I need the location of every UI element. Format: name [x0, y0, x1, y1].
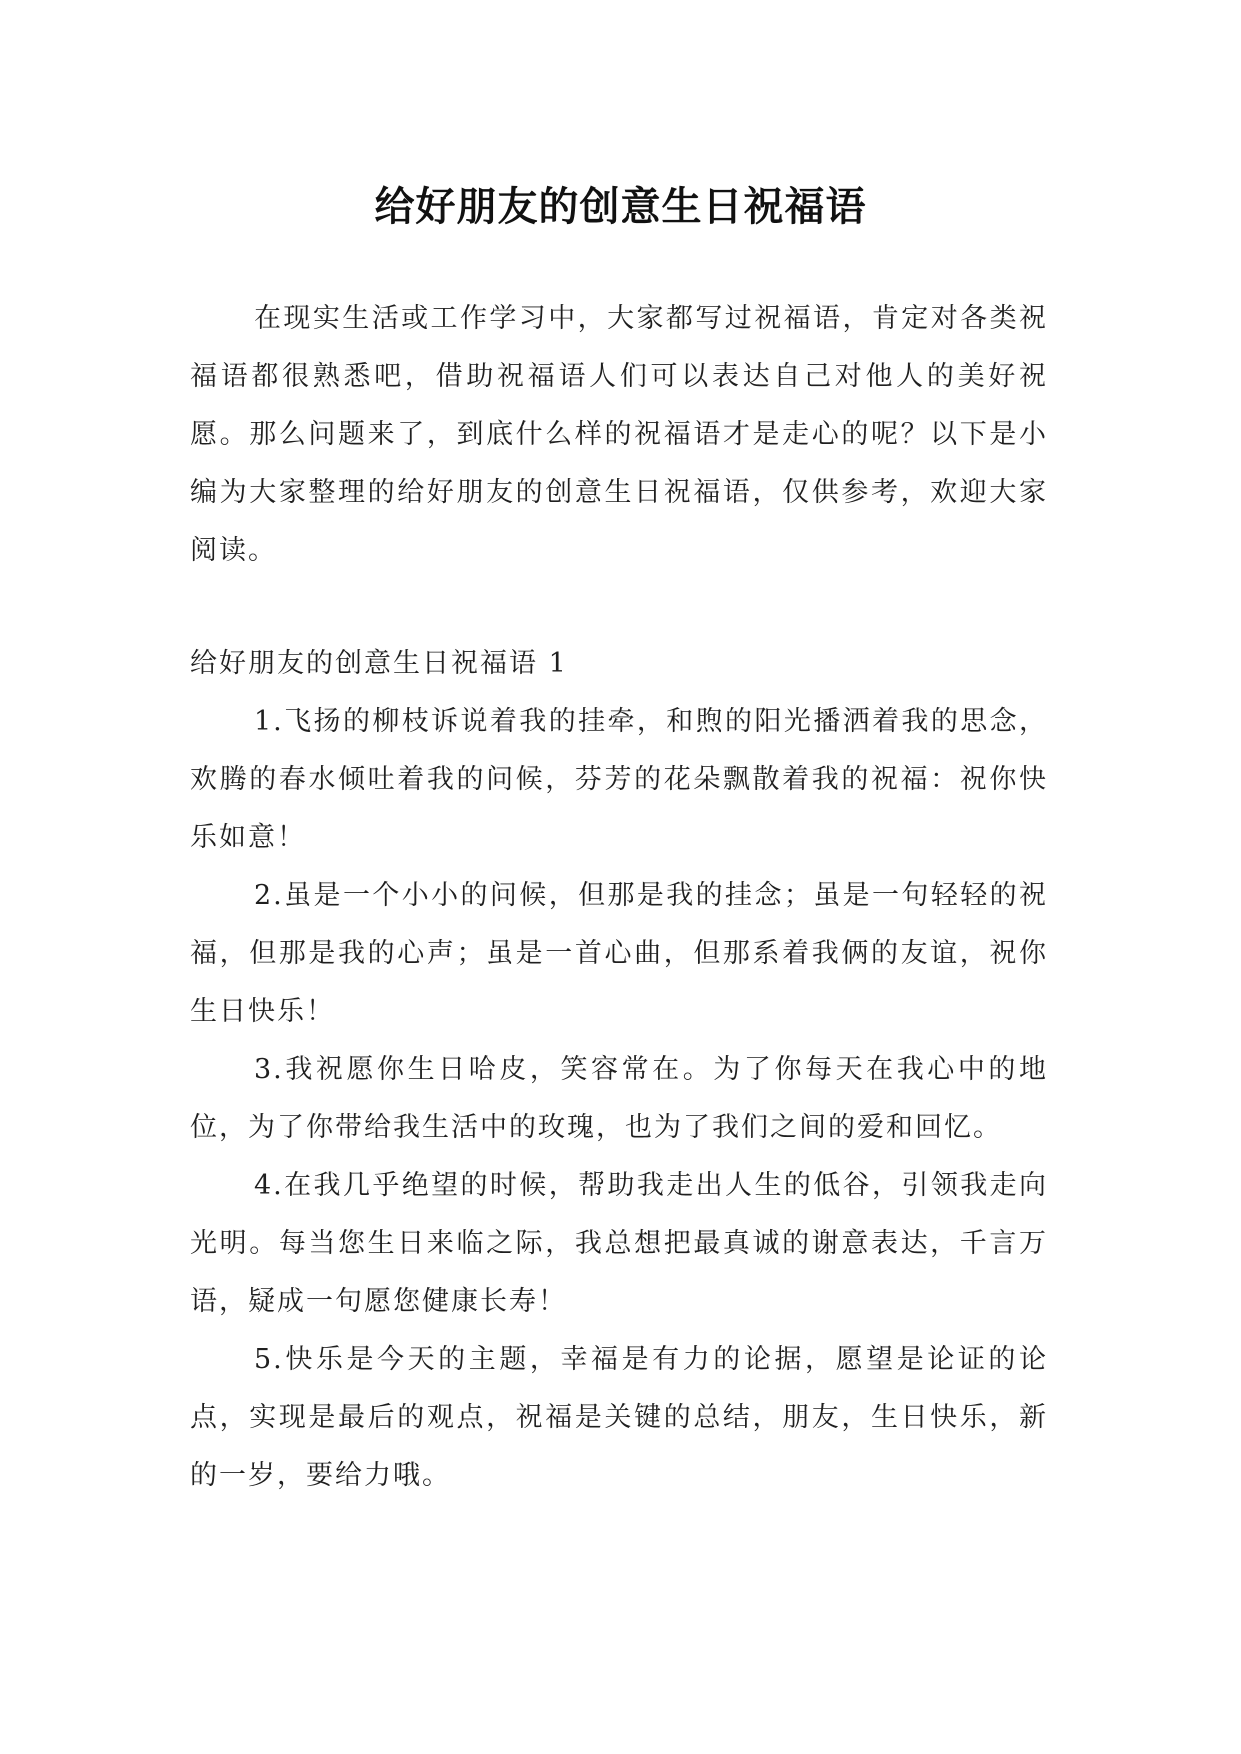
intro-paragraph: 在现实生活或工作学习中，大家都写过祝福语，肯定对各类祝福语都很熟悉吧，借助祝福语人们可以表达自己对他人的美好祝愿。那么问题来了，到底什么样的祝福语才是走心的呢？以下是小编为大家整理的给好朋友的创意生日祝福语，仅供参考，欢迎大家阅读。 [190, 303, 1048, 566]
blessing-item-3: 3.我祝愿你生日哈皮，笑容常在。为了你每天在我心中的地位，为了你带给我生活中的玫瑰，也为了我们之间的爱和回忆。 [190, 1054, 1048, 1143]
section-heading: 给好朋友的创意生日祝福语 1 [190, 648, 568, 679]
blessing-item-2: 2.虽是一个小小的问候，但那是我的挂念；虽是一句轻轻的祝福，但那是我的心声；虽是一首心曲，但那系着我俩的友谊，祝你生日快乐！ [190, 880, 1048, 1027]
blessing-list [190, 693, 1048, 1505]
blessing-item-5: 5.快乐是今天的主题，幸福是有力的论据，愿望是论证的论点，实现是最后的观点，祝福是关键的总结，朋友，生日快乐，新的一岁，要给力哦。 [190, 1344, 1048, 1491]
blessing-item-4: 4.在我几乎绝望的时候，帮助我走出人生的低谷，引领我走向光明。每当您生日来临之际，我总想把最真诚的谢意表达，千言万语，疑成一句愿您健康长寿！ [190, 1170, 1048, 1317]
blessing-item-1: 1.飞扬的柳枝诉说着我的挂牵，和煦的阳光播洒着我的思念，欢腾的春水倾吐着我的问候，芬芳的花朵飘散着我的祝福：祝你快乐如意！ [190, 706, 1048, 853]
document-title: 给好朋友的创意生日祝福语 [374, 182, 867, 230]
